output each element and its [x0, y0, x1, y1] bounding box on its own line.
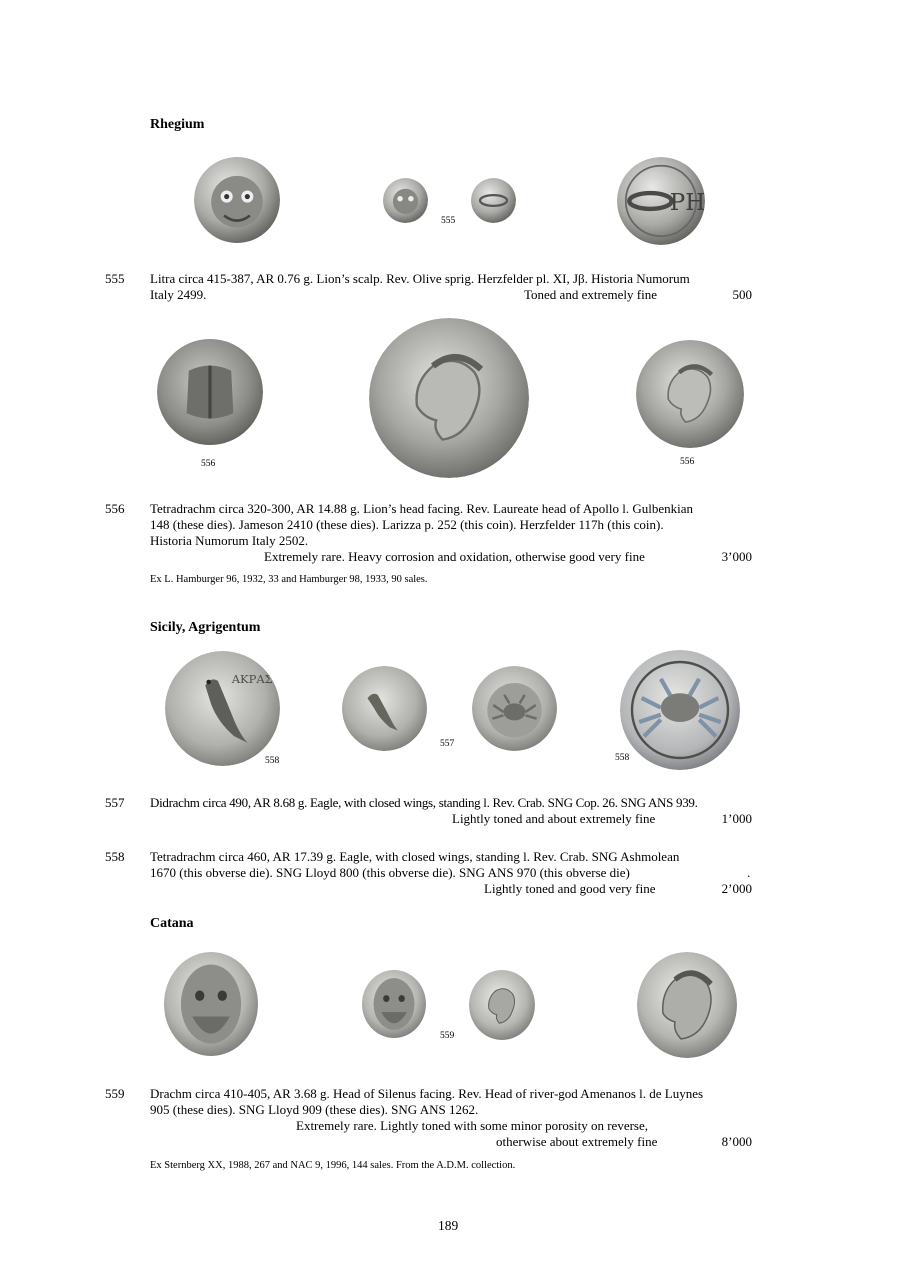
coin-558-obverse-enlarged — [165, 651, 280, 766]
lot-555-grade: Toned and extremely fine — [524, 287, 658, 302]
lot-559-desc-line1: Drachm circa 410-405, AR 3.68 g. Head of Silenus facing. Rev. Head of river-god Amenanos l. de Luynes — [150, 1086, 704, 1101]
section-heading-rhegium: Rhegium — [150, 117, 205, 132]
lot-558-estimate: 2’000 — [721, 881, 752, 896]
coin-558-reverse-enlarged — [620, 650, 740, 770]
page-number: 189 — [438, 1218, 459, 1233]
lot-558-desc-line1: Tetradrachm circa 460, AR 17.39 g. Eagle, with closed wings, standing l. Rev. Crab. SNG Ashmolean — [150, 849, 680, 864]
coin-label-555: 555 — [441, 216, 456, 226]
lot-556-estimate: 3’000 — [721, 549, 752, 564]
coin-555-obverse-enlarged — [194, 156, 280, 244]
lot-555-estimate: 500 — [732, 287, 752, 302]
coin-label-556-right: 556 — [680, 457, 695, 467]
lot-557-grade: Lightly toned and about extremely fine — [452, 811, 656, 826]
lot-number-559: 559 — [105, 1086, 125, 1101]
lot-559-grade-line2: otherwise about extremely fine — [496, 1134, 658, 1149]
lot-559-estimate: 8’000 — [721, 1134, 752, 1149]
lot-555-desc-line1: Litra circa 415-387, AR 0.76 g. Lion’s scalp. Rev. Olive sprig. Herzfelder pl. XI, Jβ. Historia Numorum — [150, 271, 690, 286]
coin-556-reverse — [636, 340, 744, 448]
coin-label-559: 559 — [440, 1031, 455, 1041]
lot-number-556: 556 — [105, 501, 125, 516]
lot-559-grade-line1: Extremely rare. Lightly toned with some minor porosity on reverse, — [296, 1118, 648, 1133]
coin-559-obverse — [362, 970, 426, 1038]
coin-559-obverse-enlarged — [164, 952, 258, 1056]
lot-557-desc-line1: Didrachm circa 490, AR 8.68 g. Eagle, with closed wings, standing l. Rev. Crab. SNG Cop. 26. SNG ANS 939. — [150, 795, 698, 810]
lot-556-provenance: Ex L. Hamburger 96, 1932, 33 and Hamburger 98, 1933, 90 sales. — [150, 574, 428, 585]
coin-label-556-left: 556 — [201, 459, 216, 469]
coin-legend-rhegium: ΡΗ — [669, 189, 705, 216]
lot-558-grade: Lightly toned and good very fine — [484, 881, 656, 896]
coin-555-reverse — [471, 178, 516, 223]
coin-557-reverse — [472, 666, 557, 751]
lot-556-desc-line3: Historia Numorum Italy 2502. — [150, 533, 309, 548]
lot-556-desc-line2: 148 (these dies). Jameson 2410 (these dies). Larizza p. 252 (this coin). Herzfelder 117h (this coin). — [150, 517, 664, 532]
lot-559-desc-line2: 905 (these dies). SNG Lloyd 909 (these dies). SNG ANS 1262. — [150, 1102, 479, 1117]
coin-legend-agrigentum: ΑΚΡΑΣ — [231, 672, 273, 687]
lot-556-grade: Extremely rare. Heavy corrosion and oxidation, otherwise good very fine — [264, 549, 645, 564]
lot-556-desc-line1: Tetradrachm circa 320-300, AR 14.88 g. Lion’s head facing. Rev. Laureate head of Apollo l. Gulbenkian — [150, 501, 693, 516]
section-heading-catana: Catana — [150, 916, 194, 931]
coin-label-557: 557 — [440, 739, 455, 749]
coin-555-reverse-enlarged — [617, 157, 705, 245]
section-heading-agrigentum: Sicily, Agrigentum — [150, 620, 261, 635]
lot-number-558: 558 — [105, 849, 125, 864]
coin-556-obverse — [157, 338, 263, 446]
coin-557-obverse — [342, 666, 427, 751]
coin-559-reverse-enlarged — [637, 952, 737, 1058]
coin-555-obverse — [383, 178, 428, 223]
lot-number-557: 557 — [105, 795, 125, 810]
lot-558-trailing-dot: . — [747, 865, 751, 880]
lot-555-desc-line2: Italy 2499. — [150, 287, 207, 302]
coin-556-reverse-enlarged — [369, 318, 529, 478]
coin-label-558-right: 558 — [615, 753, 630, 763]
coin-559-reverse — [469, 970, 535, 1040]
lot-559-provenance: Ex Sternberg XX, 1988, 267 and NAC 9, 1996, 144 sales. From the A.D.M. collection. — [150, 1160, 516, 1171]
lot-558-desc-line2: 1670 (this obverse die). SNG Lloyd 800 (this obverse die). SNG ANS 970 (this obverse die) — [150, 865, 630, 880]
coin-label-558-left: 558 — [265, 756, 280, 766]
lot-557-estimate: 1’000 — [721, 811, 752, 826]
lot-number-555: 555 — [105, 271, 125, 286]
